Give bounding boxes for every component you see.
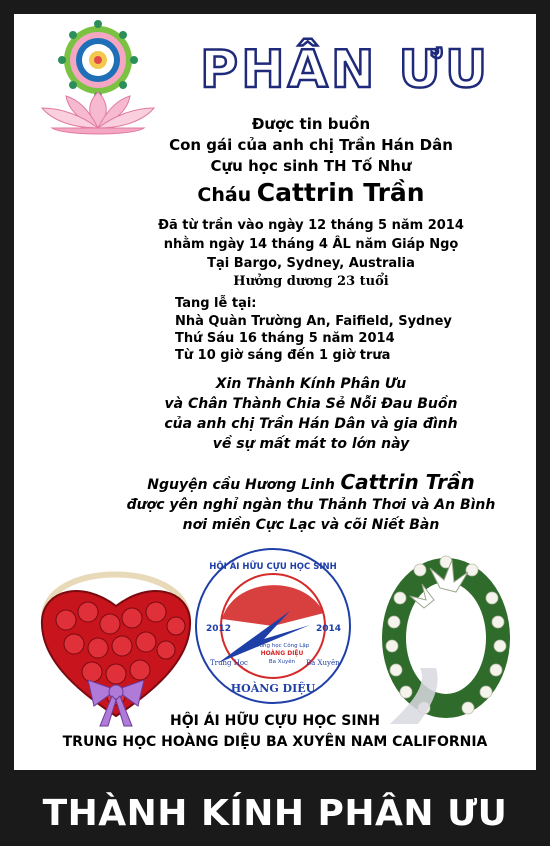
funeral-line-1: Nhà Quàn Trường An, Faifield, Sydney <box>175 314 452 329</box>
death-line-2: nhằm ngày 14 tháng 4 ÂL năm Giáp Ngọ <box>163 237 459 252</box>
funeral-line-3: Từ 10 giờ sáng đến 1 giờ trưa <box>175 348 391 363</box>
prayer-name: Cattrin Trần <box>340 470 475 494</box>
rose-heart-basket <box>36 540 196 730</box>
white-flower-wreath <box>360 538 520 728</box>
organization-line-1: HỘI ÁI HỮU CỰU HỌC SINH <box>170 713 380 729</box>
emblem-inner-line-1: Trung học Công Lập <box>254 643 310 649</box>
condolence-line-3: của anh chị Trần Hán Dân và gia đình <box>164 416 458 432</box>
funeral-heading: Tang lễ tại: <box>175 296 257 311</box>
school-emblem <box>194 547 352 705</box>
page-title: PHÂN ƯU <box>200 40 491 100</box>
emblem-side-left: Trung Học <box>210 659 248 667</box>
footer-text: THÀNH KÍNH PHÂN ƯU <box>42 792 508 834</box>
prayer-prefix: Nguyện cầu Hương Linh <box>147 477 335 493</box>
news-line-1: Được tin buồn <box>251 115 371 133</box>
news-line-3: Cựu học sinh TH Tố Như <box>210 157 412 175</box>
emblem-ring-text: HỘI ÁI HỮU CỰU HỌC SINH <box>209 562 337 572</box>
emblem-year-right: 2014 <box>316 624 342 634</box>
prayer-line-3: nơi miền Cực Lạc và cõi Niết Bàn <box>182 517 440 533</box>
condolence-line-2: và Chân Thành Chia Sẻ Nỗi Đau Buồn <box>164 396 458 412</box>
death-line-3: Tại Bargo, Sydney, Australia <box>207 256 415 271</box>
emblem-bottom-text: HOÀNG DIỆU <box>230 682 316 695</box>
deceased-name: Cattrin Trần <box>256 178 425 207</box>
prayer-line-2: được yên nghỉ ngàn thu Thảnh Thơi và An Bình <box>126 497 496 513</box>
emblem-inner-line-2: HOÀNG DIỆU <box>260 650 304 657</box>
funeral-line-2: Thứ Sáu 16 tháng 5 năm 2014 <box>175 331 395 346</box>
emblem-side-right: Ba Xuyên <box>306 659 340 667</box>
condolence-line-4: về sự mất mát to lớn này <box>212 436 410 452</box>
news-line-2: Con gái của anh chị Trần Hán Dân <box>169 136 453 154</box>
condolence-line-1: Xin Thành Kính Phân Ưu <box>215 376 407 392</box>
name-prefix: Cháu <box>197 184 252 206</box>
emblem-inner-line-3: Ba Xuyên <box>268 659 296 665</box>
organization-line-2: TRUNG HỌC HOÀNG DIỆU BA XUYÊN NAM CALIFORNIA <box>62 734 488 750</box>
footer-banner <box>0 780 550 846</box>
death-line-4: Hưởng dương 23 tuổi <box>233 274 389 289</box>
emblem-year-left: 2012 <box>206 624 232 634</box>
death-line-1: Đã từ trần vào ngày 12 tháng 5 năm 2014 <box>158 218 464 233</box>
dharma-wheel-icon <box>58 20 138 100</box>
prayer-line-1 <box>96 470 526 494</box>
deceased-name-line <box>96 178 526 207</box>
